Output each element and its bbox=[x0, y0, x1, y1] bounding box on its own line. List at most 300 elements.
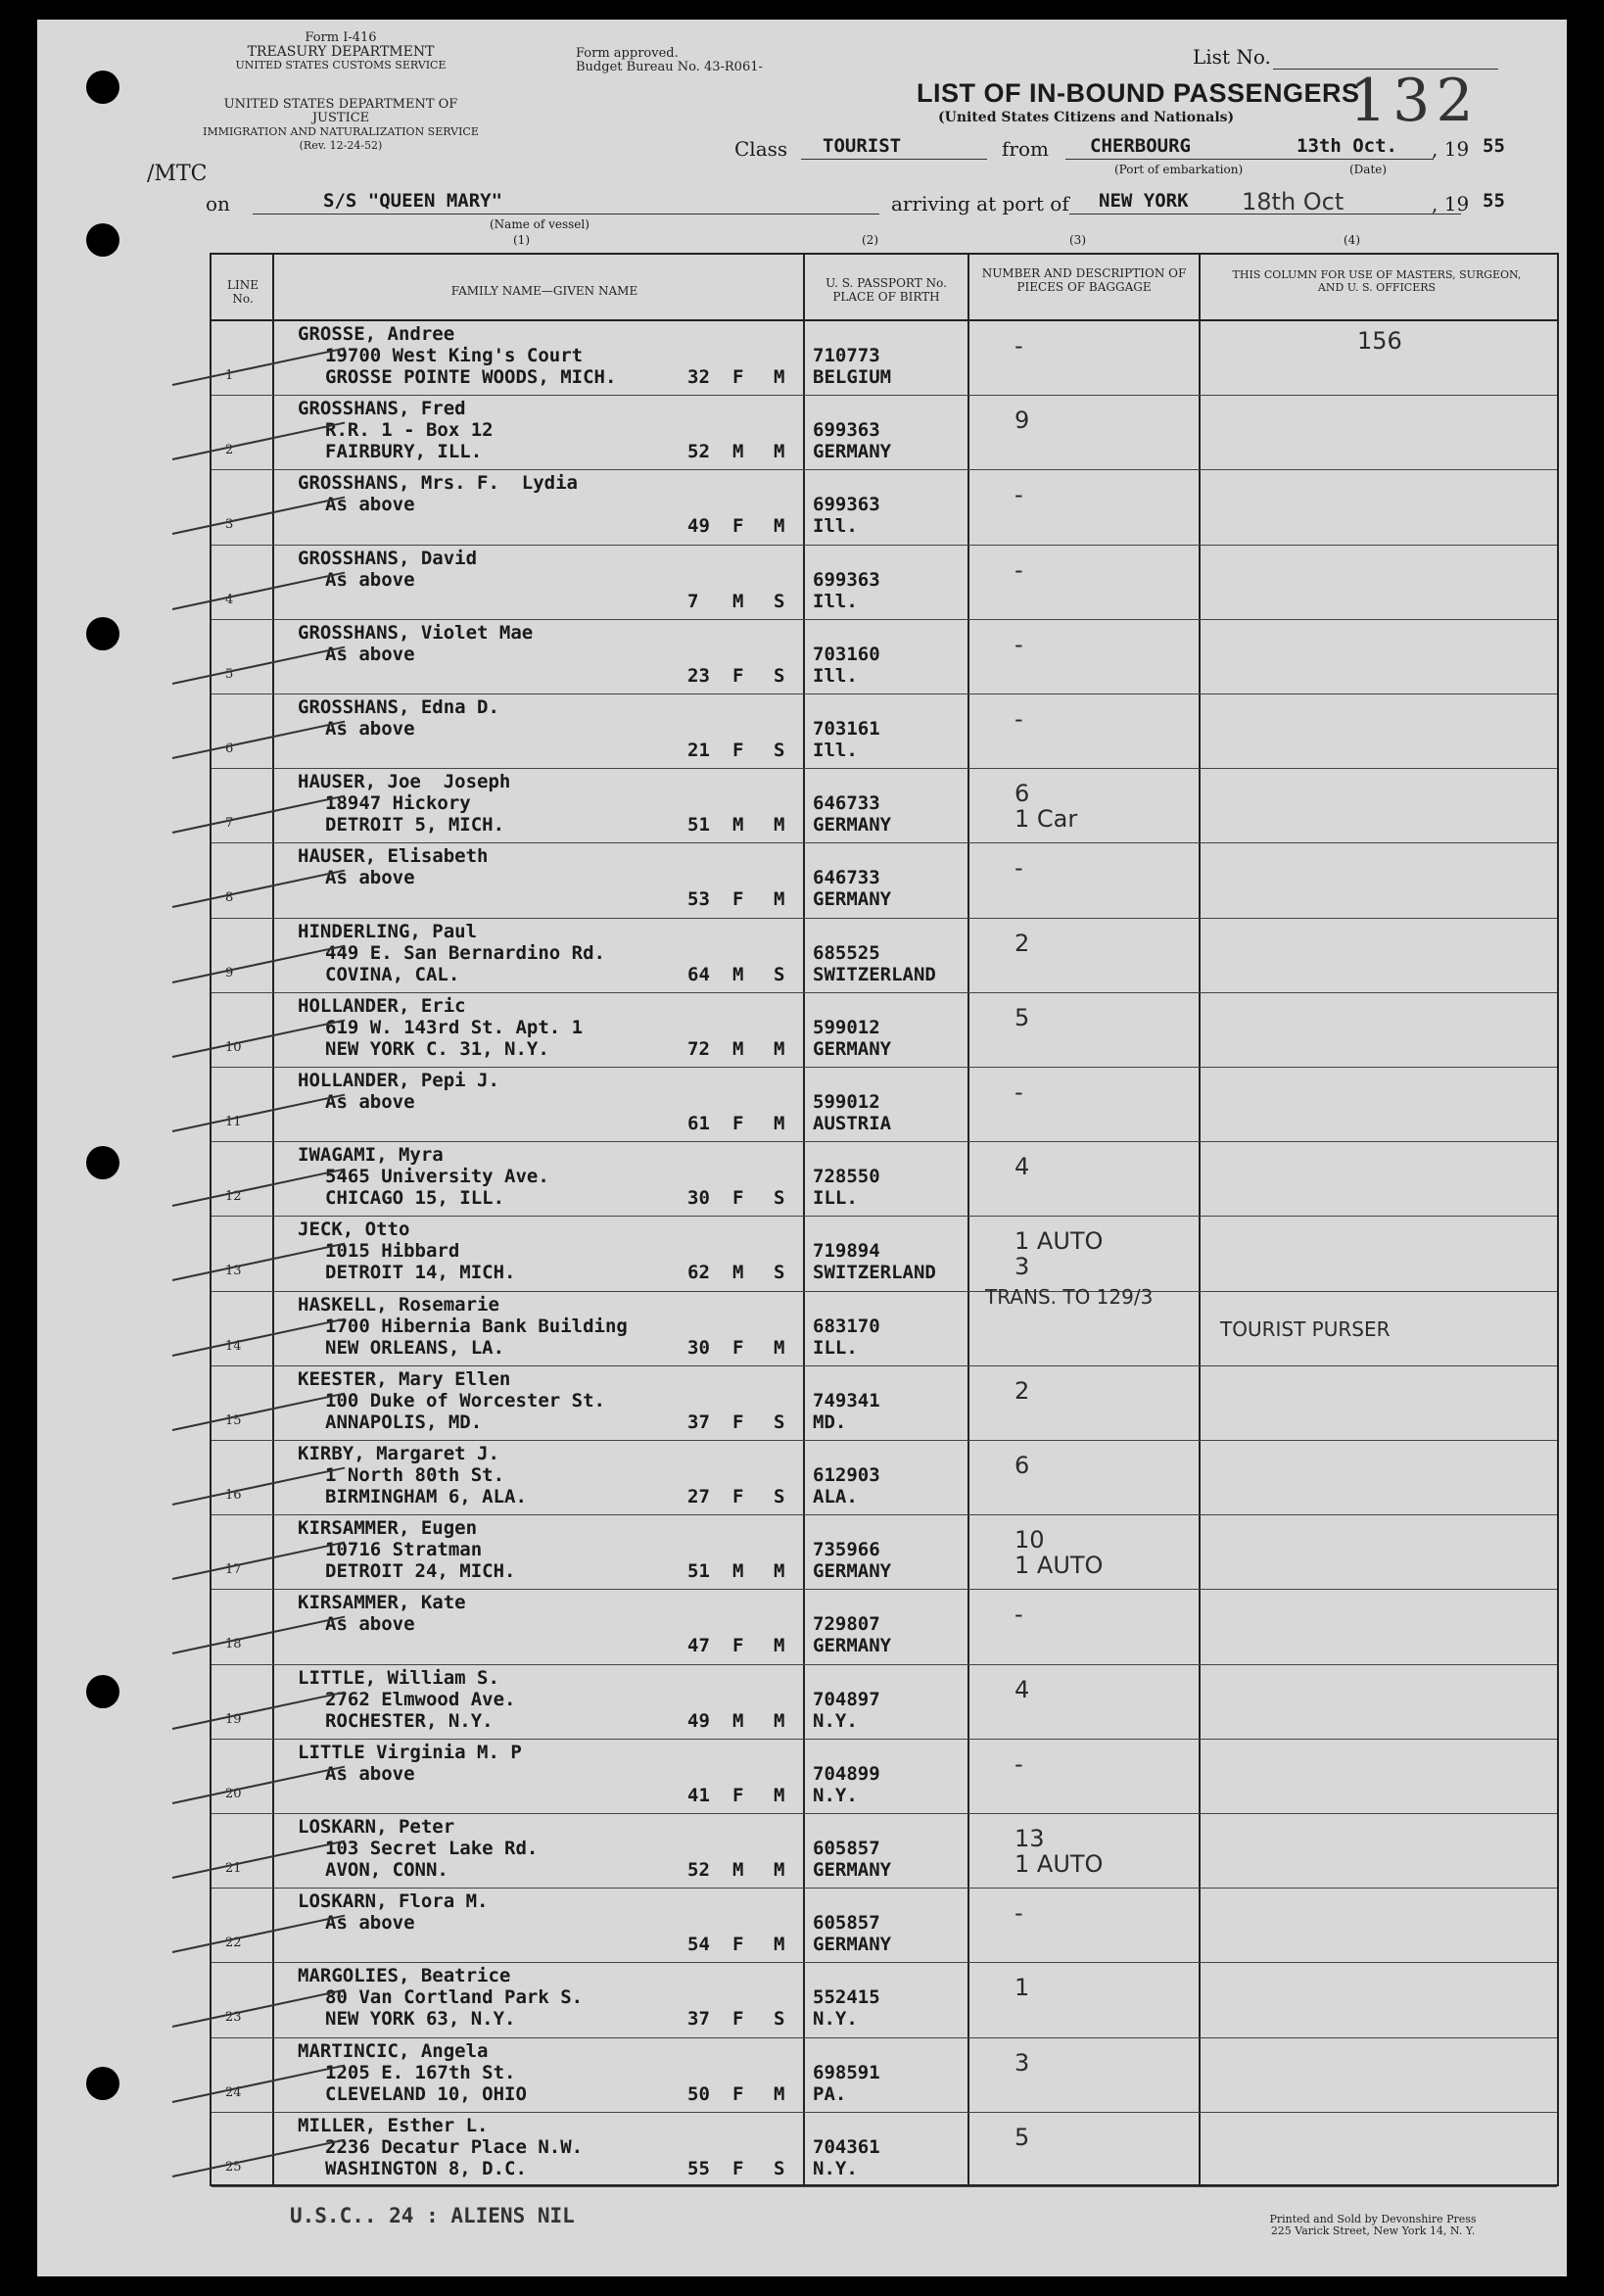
arrival-date: 18th Oct bbox=[1242, 188, 1345, 215]
line-number: 24 bbox=[225, 2084, 242, 2100]
marital-status: M bbox=[774, 1336, 785, 1359]
age: 30 bbox=[687, 1187, 710, 1210]
address-line-1: 18947 Hickory bbox=[325, 792, 471, 815]
passenger-name: GROSSHANS, Mrs. F. Lydia bbox=[298, 472, 578, 495]
baggage: - bbox=[1014, 630, 1023, 658]
passenger-name: HASKELL, Rosemarie bbox=[298, 1293, 499, 1315]
baggage: - bbox=[1014, 332, 1023, 359]
place-of-birth: ILL. bbox=[813, 1187, 858, 1210]
address-line-1: As above bbox=[325, 718, 415, 740]
passport-number: 728550 bbox=[813, 1166, 880, 1188]
address-line-2: NEW ORLEANS, LA. bbox=[325, 1336, 505, 1359]
baggage: 10 1 AUTO bbox=[1014, 1526, 1104, 1580]
table-row bbox=[212, 321, 1557, 396]
table-row bbox=[212, 470, 1557, 545]
passenger-name: HAUSER, Elisabeth bbox=[298, 845, 489, 868]
line-number: 21 bbox=[225, 1861, 242, 1876]
age: 37 bbox=[687, 1411, 710, 1433]
line-number: 15 bbox=[225, 1412, 242, 1428]
sex: F bbox=[732, 1934, 744, 1956]
address-line-2: CLEVELAND 10, OHIO bbox=[325, 2082, 527, 2105]
class-underline bbox=[801, 159, 987, 160]
passenger-name: GROSSHANS, David bbox=[298, 547, 478, 569]
baggage: 1 AUTO 3 bbox=[1014, 1227, 1104, 1281]
passport-number: 699363 bbox=[813, 419, 880, 442]
line-number: 16 bbox=[225, 1488, 242, 1503]
passenger-name: HOLLANDER, Pepi J. bbox=[298, 1070, 499, 1091]
marital-status: M bbox=[774, 888, 785, 911]
passport-number: 683170 bbox=[813, 1315, 880, 1337]
address-line-1: 449 E. San Bernardino Rd. bbox=[325, 941, 605, 964]
marital-status: M bbox=[774, 814, 785, 837]
baggage: 6 1 Car bbox=[1014, 780, 1078, 834]
address-line-2: ROCHESTER, N.Y. bbox=[325, 1709, 494, 1732]
passenger-name: GROSSHANS, Edna D. bbox=[298, 696, 499, 718]
passenger-name: HAUSER, Joe Joseph bbox=[298, 771, 511, 793]
address-line-1: 1015 Hibbard bbox=[325, 1240, 460, 1263]
sex: M bbox=[732, 1709, 744, 1732]
baggage: 5 bbox=[1014, 2123, 1030, 2151]
sex: M bbox=[732, 1859, 744, 1881]
passport-number: 749341 bbox=[813, 1389, 880, 1411]
place-of-birth: GERMANY bbox=[813, 1635, 892, 1657]
place-of-birth: PA. bbox=[813, 2082, 847, 2105]
col-header-baggage: NUMBER AND DESCRIPTION OF PIECES OF BAGGAGE bbox=[981, 266, 1187, 294]
table-row bbox=[212, 620, 1557, 694]
col-num-3: (3) bbox=[1069, 233, 1086, 247]
age: 30 bbox=[687, 1336, 710, 1359]
line-number: 11 bbox=[225, 1115, 242, 1129]
address-line-1: 19700 West King's Court bbox=[325, 345, 584, 366]
passenger-name: GROSSHANS, Violet Mae bbox=[298, 621, 534, 644]
address-line-1: 2762 Elmwood Ave. bbox=[325, 1688, 516, 1710]
marital-status: S bbox=[774, 1187, 785, 1210]
baggage: - bbox=[1014, 555, 1023, 584]
col-header-name: FAMILY NAME—GIVEN NAME bbox=[450, 284, 638, 298]
approval-block bbox=[576, 47, 791, 74]
table-row bbox=[212, 1366, 1557, 1441]
line-number: 23 bbox=[225, 2010, 242, 2026]
sex: F bbox=[732, 1113, 744, 1134]
line-number: 8 bbox=[225, 890, 234, 906]
passport-number: 646733 bbox=[813, 792, 880, 815]
baggage: 4 bbox=[1014, 1675, 1030, 1703]
table-row bbox=[212, 1068, 1557, 1142]
printer-address: 225 Varick Street, New York 14, N. Y. bbox=[1270, 2224, 1476, 2237]
sex: F bbox=[732, 515, 744, 538]
sex: F bbox=[732, 366, 744, 388]
address-line-2: FAIRBURY, ILL. bbox=[325, 441, 483, 463]
age: 62 bbox=[687, 1262, 710, 1284]
arrival-year-suffix: 55 bbox=[1483, 190, 1505, 212]
baggage: - bbox=[1014, 854, 1023, 883]
table-row bbox=[212, 396, 1557, 470]
baggage: 2 bbox=[1014, 929, 1030, 957]
age: 61 bbox=[687, 1113, 710, 1134]
place-of-birth: GERMANY bbox=[813, 441, 892, 463]
passenger-name: MILLER, Esther L. bbox=[298, 2114, 489, 2136]
place-of-birth: GERMANY bbox=[813, 814, 892, 837]
arriving-label: arriving at port of bbox=[891, 192, 1069, 215]
footer-summary: U.S.C.. 24 : ALIENS NIL bbox=[290, 2204, 575, 2227]
document-title: LIST OF IN-BOUND PASSENGERS bbox=[917, 78, 1360, 108]
age: 21 bbox=[687, 740, 710, 761]
punch-hole bbox=[86, 71, 119, 104]
marital-status: S bbox=[774, 590, 785, 612]
passenger-name: HOLLANDER, Eric bbox=[298, 994, 466, 1017]
age: 55 bbox=[687, 2157, 710, 2179]
baggage: 3 bbox=[1014, 2048, 1030, 2077]
line-number: 7 bbox=[225, 816, 234, 832]
place-of-birth: ILL. bbox=[813, 1336, 858, 1359]
date-underline bbox=[1297, 159, 1434, 160]
place-of-birth: Ill. bbox=[813, 664, 858, 687]
place-of-birth: GERMANY bbox=[813, 888, 892, 911]
address-line-2: CHICAGO 15, ILL. bbox=[325, 1187, 505, 1210]
passport-number: 605857 bbox=[813, 1838, 880, 1859]
punch-hole bbox=[86, 1675, 119, 1708]
place-of-birth: BELGIUM bbox=[813, 366, 892, 388]
place-of-birth: AUSTRIA bbox=[813, 1113, 892, 1134]
baggage: 9 bbox=[1014, 407, 1030, 435]
customs-service: UNITED STATES CUSTOMS SERVICE bbox=[235, 59, 447, 72]
mtc-mark: /MTC bbox=[147, 162, 208, 186]
address-line-2: GROSSE POINTE WOODS, MICH. bbox=[325, 366, 617, 388]
age: 7 bbox=[687, 590, 699, 612]
col-num-2: (2) bbox=[862, 233, 878, 247]
sex: M bbox=[732, 441, 744, 463]
marital-status: M bbox=[774, 366, 785, 388]
baggage: - bbox=[1014, 1078, 1023, 1106]
sex: F bbox=[732, 1635, 744, 1657]
table-row bbox=[212, 1515, 1557, 1590]
address-line-2: COVINA, CAL. bbox=[325, 963, 460, 985]
table-row bbox=[212, 919, 1557, 993]
table-row bbox=[212, 1665, 1557, 1740]
ins-service: IMMIGRATION AND NATURALIZATION SERVICE bbox=[203, 125, 479, 138]
row-rule bbox=[212, 2186, 1557, 2187]
from-label: from bbox=[1002, 137, 1049, 161]
table-row bbox=[212, 1963, 1557, 2037]
year-suffix: 55 bbox=[1483, 135, 1505, 157]
sex: F bbox=[732, 1486, 744, 1507]
line-number: 13 bbox=[225, 1264, 242, 1279]
passenger-name: IWAGAMI, Myra bbox=[298, 1144, 444, 1167]
passenger-name: GROSSHANS, Fred bbox=[298, 398, 466, 420]
passport-number: 646733 bbox=[813, 867, 880, 889]
address-line-1: As above bbox=[325, 643, 415, 665]
age: 54 bbox=[687, 1934, 710, 1956]
age: 50 bbox=[687, 2082, 710, 2105]
baggage: 2 bbox=[1014, 1376, 1030, 1405]
age: 41 bbox=[687, 1784, 710, 1806]
form-id-block bbox=[233, 31, 448, 72]
marital-status: M bbox=[774, 1709, 785, 1732]
printer-name: Printed and Sold by Devonshire Press bbox=[1269, 2213, 1477, 2225]
address-line-2: ANNAPOLIS, MD. bbox=[325, 1411, 483, 1433]
passport-number: 699363 bbox=[813, 568, 880, 591]
address-line-1: As above bbox=[325, 568, 415, 591]
officer-note: 156 bbox=[1357, 327, 1402, 355]
justice-dept: UNITED STATES DEPARTMENT OF JUSTICE bbox=[223, 97, 458, 125]
place-of-birth: GERMANY bbox=[813, 1560, 892, 1583]
place-of-birth: GERMANY bbox=[813, 1934, 892, 1956]
marital-status: M bbox=[774, 2082, 785, 2105]
class-value: TOURIST bbox=[823, 135, 902, 157]
passport-number: 698591 bbox=[813, 2061, 880, 2083]
table-row bbox=[212, 1142, 1557, 1217]
baggage: - bbox=[1014, 1749, 1023, 1778]
marital-status: M bbox=[774, 1859, 785, 1881]
line-number: 1 bbox=[225, 368, 234, 383]
address-line-1: 1205 E. 167th St. bbox=[325, 2061, 516, 2083]
address-line-1: 103 Secret Lake Rd. bbox=[325, 1838, 539, 1859]
budget-bureau-no: Budget Bureau No. 43-R061- bbox=[576, 60, 763, 74]
address-line-2: DETROIT 5, MICH. bbox=[325, 814, 505, 837]
form-number: Form I-416 bbox=[305, 30, 377, 45]
age: 72 bbox=[687, 1037, 710, 1060]
punch-hole bbox=[86, 223, 119, 257]
address-line-1: 619 W. 143rd St. Apt. 1 bbox=[325, 1016, 584, 1038]
baggage: - bbox=[1014, 705, 1023, 733]
place-of-birth: SWITZERLAND bbox=[813, 963, 936, 985]
line-number: 2 bbox=[225, 443, 234, 458]
table-row bbox=[212, 993, 1557, 1068]
marital-status: M bbox=[774, 1934, 785, 1956]
passenger-name: GROSSE, Andree bbox=[298, 323, 455, 345]
passenger-name: LOSKARN, Peter bbox=[298, 1816, 455, 1838]
address-line-1: As above bbox=[325, 1091, 415, 1113]
table-row bbox=[212, 1889, 1557, 1963]
sex: M bbox=[732, 590, 744, 612]
marital-status: M bbox=[774, 515, 785, 538]
sex: M bbox=[732, 1262, 744, 1284]
table-row bbox=[212, 769, 1557, 843]
passport-number: 710773 bbox=[813, 345, 880, 366]
place-of-birth: GERMANY bbox=[813, 1037, 892, 1060]
line-number: 14 bbox=[225, 1338, 242, 1354]
sex: F bbox=[732, 2157, 744, 2179]
address-line-1: R.R. 1 - Box 12 bbox=[325, 419, 494, 442]
table-row bbox=[212, 2038, 1557, 2113]
line-number: 10 bbox=[225, 1039, 242, 1055]
table-row bbox=[212, 843, 1557, 918]
address-line-1: As above bbox=[325, 1912, 415, 1935]
age: 27 bbox=[687, 1486, 710, 1507]
table-row bbox=[212, 2113, 1557, 2187]
address-line-2: NEW YORK C. 31, N.Y. bbox=[325, 1037, 549, 1060]
marital-status: M bbox=[774, 1784, 785, 1806]
officer-note: TOURIST PURSER bbox=[1220, 1316, 1391, 1341]
place-of-birth: N.Y. bbox=[813, 1784, 858, 1806]
baggage: - bbox=[1014, 1899, 1023, 1928]
address-line-1: 10716 Stratman bbox=[325, 1539, 483, 1561]
line-number: 3 bbox=[225, 517, 234, 533]
table-row bbox=[212, 546, 1557, 620]
place-of-birth: Ill. bbox=[813, 740, 858, 761]
table-row bbox=[212, 1217, 1557, 1291]
passport-number: 703161 bbox=[813, 718, 880, 740]
passenger-name: LITTLE Virginia M. P bbox=[298, 1741, 522, 1763]
address-line-1: 100 Duke of Worcester St. bbox=[325, 1389, 605, 1411]
age: 37 bbox=[687, 2008, 710, 2031]
line-number: 9 bbox=[225, 965, 234, 981]
table-row bbox=[212, 1814, 1557, 1889]
passport-number: 699363 bbox=[813, 494, 880, 516]
address-line-2: BIRMINGHAM 6, ALA. bbox=[325, 1486, 527, 1507]
place-of-birth: N.Y. bbox=[813, 1709, 858, 1732]
marital-status: M bbox=[774, 441, 785, 463]
age: 49 bbox=[687, 1709, 710, 1732]
address-line-2: NEW YORK 63, N.Y. bbox=[325, 2008, 516, 2031]
line-number: 17 bbox=[225, 1562, 242, 1578]
age: 64 bbox=[687, 963, 710, 985]
vessel-caption: (Name of vessel) bbox=[490, 217, 590, 231]
address-line-2: AVON, CONN. bbox=[325, 1859, 448, 1881]
from-underline bbox=[1065, 159, 1330, 160]
age: 52 bbox=[687, 441, 710, 463]
port-embarkation-caption: (Port of embarkation) bbox=[1114, 163, 1244, 176]
age: 53 bbox=[687, 888, 710, 911]
passenger-name: LOSKARN, Flora M. bbox=[298, 1890, 489, 1913]
marital-status: M bbox=[774, 1560, 785, 1583]
age: 52 bbox=[687, 1859, 710, 1881]
sex: F bbox=[732, 1784, 744, 1806]
marital-status: S bbox=[774, 664, 785, 687]
address-line-2: DETROIT 24, MICH. bbox=[325, 1560, 516, 1583]
justice-block bbox=[194, 98, 488, 153]
marital-status: M bbox=[774, 1037, 785, 1060]
vessel-underline bbox=[253, 214, 879, 215]
passport-number: 704361 bbox=[813, 2135, 880, 2158]
baggage: - bbox=[1014, 1601, 1023, 1629]
address-line-1: 5465 University Ave. bbox=[325, 1166, 549, 1188]
punch-hole bbox=[86, 2067, 119, 2100]
col-header-passport: U. S. PASSPORT No. PLACE OF BIRTH bbox=[826, 276, 947, 304]
sex: F bbox=[732, 1411, 744, 1433]
passenger-name: MARTINCIC, Angela bbox=[298, 2039, 489, 2062]
marital-status: S bbox=[774, 1486, 785, 1507]
sex: F bbox=[732, 1336, 744, 1359]
marital-status: S bbox=[774, 2008, 785, 2031]
passport-number: 685525 bbox=[813, 941, 880, 964]
class-label: Class bbox=[734, 137, 788, 161]
passport-number: 704899 bbox=[813, 1762, 880, 1785]
sex: F bbox=[732, 740, 744, 761]
marital-status: S bbox=[774, 963, 785, 985]
marital-status: M bbox=[774, 1635, 785, 1657]
baggage: 1 bbox=[1014, 1974, 1030, 2002]
address-line-1: As above bbox=[325, 1762, 415, 1785]
line-number: 4 bbox=[225, 592, 234, 607]
address-line-1: 1 North 80th St. bbox=[325, 1464, 505, 1486]
age: 49 bbox=[687, 515, 710, 538]
printer-block bbox=[1206, 2214, 1539, 2237]
baggage: TRANS. TO 129/3 bbox=[985, 1284, 1154, 1309]
document-subtitle: (United States Citizens and Nationals) bbox=[938, 110, 1235, 125]
age: 23 bbox=[687, 664, 710, 687]
passport-number: 703160 bbox=[813, 643, 880, 665]
sex: M bbox=[732, 1037, 744, 1060]
marital-status: S bbox=[774, 2157, 785, 2179]
place-of-birth: Ill. bbox=[813, 590, 858, 612]
address-line-1: As above bbox=[325, 494, 415, 516]
arrival-port: NEW YORK bbox=[1099, 190, 1189, 212]
passenger-name: KEESTER, Mary Ellen bbox=[298, 1367, 511, 1390]
passport-number: 719894 bbox=[813, 1240, 880, 1263]
baggage: 6 bbox=[1014, 1452, 1030, 1479]
line-number: 18 bbox=[225, 1637, 242, 1652]
table-row bbox=[212, 694, 1557, 769]
address-line-1: As above bbox=[325, 867, 415, 889]
baggage: - bbox=[1014, 481, 1023, 509]
passenger-name: KIRSAMMER, Kate bbox=[298, 1592, 466, 1614]
sex: F bbox=[732, 2082, 744, 2105]
sex: F bbox=[732, 2008, 744, 2031]
baggage: 13 1 AUTO bbox=[1014, 1825, 1104, 1878]
table-row bbox=[212, 1740, 1557, 1814]
baggage: 4 bbox=[1014, 1153, 1030, 1181]
passport-number: 599012 bbox=[813, 1016, 880, 1038]
place-of-birth: MD. bbox=[813, 1411, 847, 1433]
passenger-name: HINDERLING, Paul bbox=[298, 920, 478, 942]
passport-number: 552415 bbox=[813, 1986, 880, 2009]
passport-number: 612903 bbox=[813, 1464, 880, 1486]
passenger-name: LITTLE, William S. bbox=[298, 1666, 499, 1689]
col-num-1: (1) bbox=[513, 233, 530, 247]
address-line-2: WASHINGTON 8, D.C. bbox=[325, 2157, 527, 2179]
passport-number: 704897 bbox=[813, 1688, 880, 1710]
table-row bbox=[212, 1284, 1557, 1366]
line-number: 22 bbox=[225, 1936, 242, 1951]
address-line-1: 80 Van Cortland Park S. bbox=[325, 1986, 584, 2009]
passenger-table bbox=[210, 253, 1559, 2186]
line-number: 5 bbox=[225, 666, 234, 682]
col-header-line-no: LINE No. bbox=[227, 278, 259, 306]
port-of-embarkation: CHERBOURG bbox=[1090, 135, 1191, 157]
marital-status: S bbox=[774, 740, 785, 761]
treasury-dept: TREASURY DEPARTMENT bbox=[247, 44, 435, 60]
on-label: on bbox=[206, 192, 230, 215]
list-no-value: 132 bbox=[1349, 67, 1480, 135]
line-number: 20 bbox=[225, 1786, 242, 1801]
list-no-label: List No. bbox=[1193, 45, 1271, 69]
address-line-1: 2236 Decatur Place N.W. bbox=[325, 2135, 584, 2158]
year-prefix: , 19 bbox=[1432, 137, 1470, 161]
age: 47 bbox=[687, 1635, 710, 1657]
passenger-name: KIRBY, Margaret J. bbox=[298, 1443, 499, 1464]
marital-status: S bbox=[774, 1411, 785, 1433]
line-number: 6 bbox=[225, 741, 234, 756]
col-num-4: (4) bbox=[1344, 233, 1360, 247]
punch-hole bbox=[86, 1146, 119, 1179]
age: 32 bbox=[687, 366, 710, 388]
passport-number: 735966 bbox=[813, 1539, 880, 1561]
passenger-name: JECK, Otto bbox=[298, 1219, 410, 1241]
line-number: 19 bbox=[225, 1711, 242, 1727]
baggage: 5 bbox=[1014, 1003, 1030, 1031]
place-of-birth: SWITZERLAND bbox=[813, 1262, 936, 1284]
place-of-birth: N.Y. bbox=[813, 2008, 858, 2031]
table-row bbox=[212, 1441, 1557, 1515]
age: 51 bbox=[687, 814, 710, 837]
marital-status: M bbox=[774, 1113, 785, 1134]
col-header-officers: THIS COLUMN FOR USE OF MASTERS, SURGEON, AND U. S. OFFICERS bbox=[1232, 268, 1522, 294]
passport-number: 599012 bbox=[813, 1091, 880, 1113]
vessel-name: S/S "QUEEN MARY" bbox=[323, 190, 503, 212]
table-row bbox=[212, 1590, 1557, 1664]
marital-status: S bbox=[774, 1262, 785, 1284]
